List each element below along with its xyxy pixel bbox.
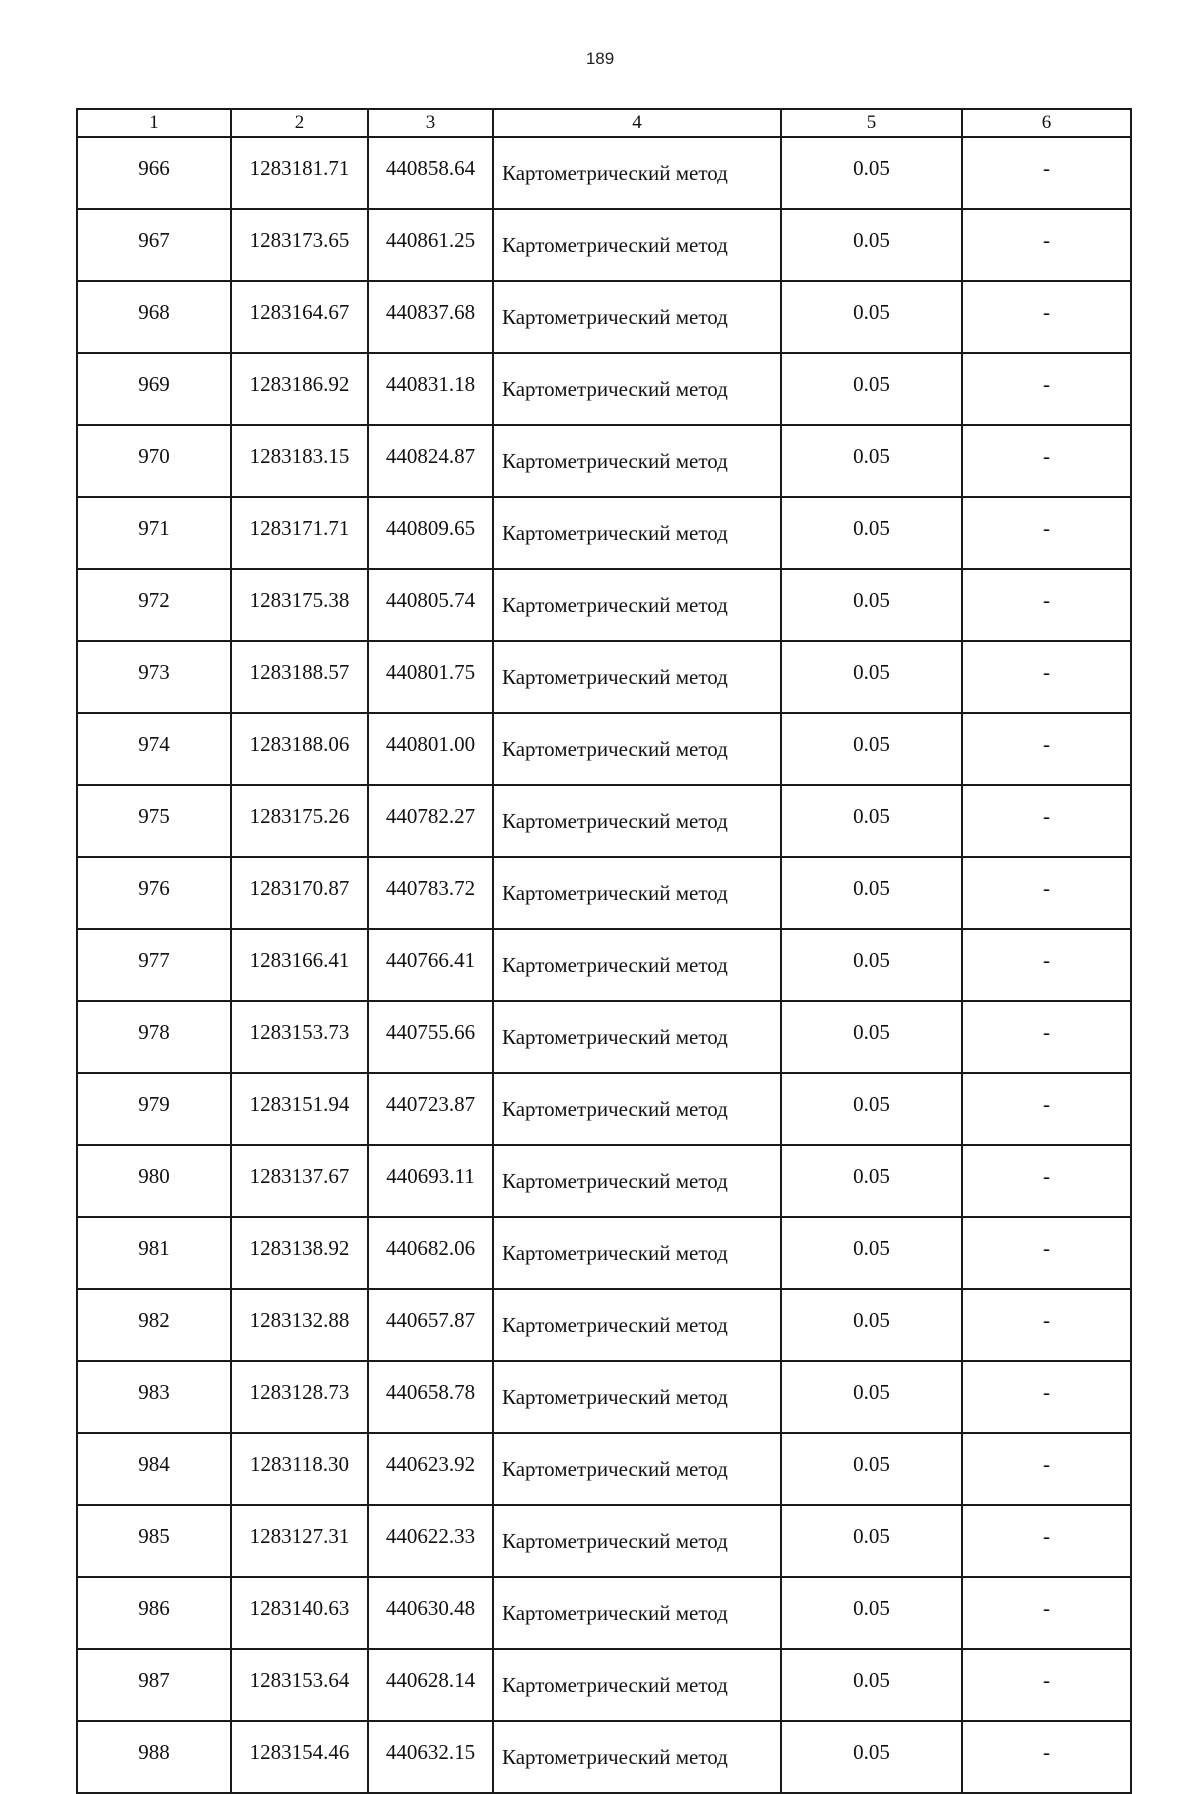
x-coordinate-cell: 1283128.73 (231, 1361, 368, 1433)
point-number-cell: 967 (77, 209, 231, 281)
method-cell: Картометрический метод (493, 137, 781, 209)
note-cell: - (962, 353, 1131, 425)
table-body (77, 137, 1131, 1793)
point-number-cell: 979 (77, 1073, 231, 1145)
y-coordinate-cell: 440628.14 (368, 1649, 493, 1721)
method-cell: Картометрический метод (493, 929, 781, 1001)
table-row (77, 1145, 1131, 1217)
x-coordinate-cell: 1283173.65 (231, 209, 368, 281)
y-coordinate-cell: 440630.48 (368, 1577, 493, 1649)
accuracy-cell: 0.05 (781, 209, 962, 281)
y-coordinate-cell: 440824.87 (368, 425, 493, 497)
table-row (77, 641, 1131, 713)
table-row (77, 281, 1131, 353)
accuracy-cell: 0.05 (781, 929, 962, 1001)
method-cell: Картометрический метод (493, 1361, 781, 1433)
column-header: 1 (77, 109, 231, 137)
method-cell: Картометрический метод (493, 1145, 781, 1217)
method-cell: Картометрический метод (493, 353, 781, 425)
note-cell: - (962, 857, 1131, 929)
point-number-cell: 983 (77, 1361, 231, 1433)
point-number-cell: 972 (77, 569, 231, 641)
method-cell: Картометрический метод (493, 497, 781, 569)
method-cell: Картометрический метод (493, 785, 781, 857)
accuracy-cell: 0.05 (781, 1001, 962, 1073)
table-row (77, 857, 1131, 929)
x-coordinate-cell: 1283151.94 (231, 1073, 368, 1145)
accuracy-cell: 0.05 (781, 785, 962, 857)
accuracy-cell: 0.05 (781, 1577, 962, 1649)
accuracy-cell: 0.05 (781, 1721, 962, 1793)
y-coordinate-cell: 440622.33 (368, 1505, 493, 1577)
y-coordinate-cell: 440632.15 (368, 1721, 493, 1793)
accuracy-cell: 0.05 (781, 641, 962, 713)
accuracy-cell: 0.05 (781, 1361, 962, 1433)
page-number: 189 (585, 49, 615, 68)
note-cell: - (962, 641, 1131, 713)
y-coordinate-cell: 440837.68 (368, 281, 493, 353)
note-cell: - (962, 713, 1131, 785)
note-cell: - (962, 1073, 1131, 1145)
method-cell: Картометрический метод (493, 1001, 781, 1073)
y-coordinate-cell: 440861.25 (368, 209, 493, 281)
table-row (77, 1577, 1131, 1649)
x-coordinate-cell: 1283154.46 (231, 1721, 368, 1793)
x-coordinate-cell: 1283171.71 (231, 497, 368, 569)
note-cell: - (962, 929, 1131, 1001)
method-cell: Картометрический метод (493, 425, 781, 497)
table-row (77, 785, 1131, 857)
accuracy-cell: 0.05 (781, 569, 962, 641)
accuracy-cell: 0.05 (781, 1073, 962, 1145)
x-coordinate-cell: 1283183.15 (231, 425, 368, 497)
note-cell: - (962, 1577, 1131, 1649)
point-number-cell: 978 (77, 1001, 231, 1073)
note-cell: - (962, 1433, 1131, 1505)
method-cell: Картометрический метод (493, 1433, 781, 1505)
x-coordinate-cell: 1283188.57 (231, 641, 368, 713)
y-coordinate-cell: 440805.74 (368, 569, 493, 641)
method-cell: Картометрический метод (493, 1649, 781, 1721)
point-number-cell: 987 (77, 1649, 231, 1721)
point-number-cell: 984 (77, 1433, 231, 1505)
accuracy-cell: 0.05 (781, 1505, 962, 1577)
point-number-cell: 980 (77, 1145, 231, 1217)
y-coordinate-cell: 440831.18 (368, 353, 493, 425)
point-number-cell: 982 (77, 1289, 231, 1361)
table-row (77, 569, 1131, 641)
y-coordinate-cell: 440658.78 (368, 1361, 493, 1433)
x-coordinate-cell: 1283166.41 (231, 929, 368, 1001)
point-number-cell: 981 (77, 1217, 231, 1289)
x-coordinate-cell: 1283132.88 (231, 1289, 368, 1361)
y-coordinate-cell: 440623.92 (368, 1433, 493, 1505)
y-coordinate-cell: 440782.27 (368, 785, 493, 857)
table-row (77, 353, 1131, 425)
note-cell: - (962, 209, 1131, 281)
note-cell: - (962, 425, 1131, 497)
x-coordinate-cell: 1283137.67 (231, 1145, 368, 1217)
note-cell: - (962, 1649, 1131, 1721)
method-cell: Картометрический метод (493, 1217, 781, 1289)
point-number-cell: 974 (77, 713, 231, 785)
method-cell: Картометрический метод (493, 713, 781, 785)
y-coordinate-cell: 440657.87 (368, 1289, 493, 1361)
x-coordinate-cell: 1283186.92 (231, 353, 368, 425)
accuracy-cell: 0.05 (781, 1145, 962, 1217)
y-coordinate-cell: 440723.87 (368, 1073, 493, 1145)
method-cell: Картометрический метод (493, 857, 781, 929)
y-coordinate-cell: 440801.00 (368, 713, 493, 785)
y-coordinate-cell: 440755.66 (368, 1001, 493, 1073)
note-cell: - (962, 785, 1131, 857)
accuracy-cell: 0.05 (781, 497, 962, 569)
table-row (77, 137, 1131, 209)
accuracy-cell: 0.05 (781, 1217, 962, 1289)
accuracy-cell: 0.05 (781, 137, 962, 209)
accuracy-cell: 0.05 (781, 1649, 962, 1721)
x-coordinate-cell: 1283138.92 (231, 1217, 368, 1289)
table-row (77, 1361, 1131, 1433)
note-cell: - (962, 1145, 1131, 1217)
note-cell: - (962, 569, 1131, 641)
method-cell: Картометрический метод (493, 1073, 781, 1145)
x-coordinate-cell: 1283164.67 (231, 281, 368, 353)
method-cell: Картометрический метод (493, 1577, 781, 1649)
method-cell: Картометрический метод (493, 1721, 781, 1793)
table-row (77, 497, 1131, 569)
x-coordinate-cell: 1283118.30 (231, 1433, 368, 1505)
y-coordinate-cell: 440682.06 (368, 1217, 493, 1289)
method-cell: Картометрический метод (493, 1505, 781, 1577)
accuracy-cell: 0.05 (781, 281, 962, 353)
column-header: 4 (493, 109, 781, 137)
point-number-cell: 985 (77, 1505, 231, 1577)
column-header: 5 (781, 109, 962, 137)
column-header: 6 (962, 109, 1131, 137)
table-row (77, 713, 1131, 785)
accuracy-cell: 0.05 (781, 857, 962, 929)
y-coordinate-cell: 440783.72 (368, 857, 493, 929)
note-cell: - (962, 1001, 1131, 1073)
point-number-cell: 968 (77, 281, 231, 353)
table-row (77, 1217, 1131, 1289)
note-cell: - (962, 281, 1131, 353)
x-coordinate-cell: 1283175.26 (231, 785, 368, 857)
accuracy-cell: 0.05 (781, 713, 962, 785)
table-row (77, 929, 1131, 1001)
note-cell: - (962, 137, 1131, 209)
y-coordinate-cell: 440693.11 (368, 1145, 493, 1217)
column-header: 3 (368, 109, 493, 137)
column-header: 2 (231, 109, 368, 137)
accuracy-cell: 0.05 (781, 1289, 962, 1361)
point-number-cell: 966 (77, 137, 231, 209)
table-row (77, 1001, 1131, 1073)
x-coordinate-cell: 1283175.38 (231, 569, 368, 641)
method-cell: Картометрический метод (493, 1289, 781, 1361)
point-number-cell: 969 (77, 353, 231, 425)
note-cell: - (962, 1361, 1131, 1433)
y-coordinate-cell: 440766.41 (368, 929, 493, 1001)
coordinates-table (76, 108, 1132, 1794)
table-row (77, 1073, 1131, 1145)
table-row (77, 1289, 1131, 1361)
x-coordinate-cell: 1283153.73 (231, 1001, 368, 1073)
point-number-cell: 970 (77, 425, 231, 497)
point-number-cell: 988 (77, 1721, 231, 1793)
y-coordinate-cell: 440809.65 (368, 497, 493, 569)
x-coordinate-cell: 1283181.71 (231, 137, 368, 209)
note-cell: - (962, 1217, 1131, 1289)
note-cell: - (962, 1289, 1131, 1361)
accuracy-cell: 0.05 (781, 425, 962, 497)
table-row (77, 209, 1131, 281)
point-number-cell: 971 (77, 497, 231, 569)
x-coordinate-cell: 1283170.87 (231, 857, 368, 929)
table-row (77, 425, 1131, 497)
y-coordinate-cell: 440801.75 (368, 641, 493, 713)
point-number-cell: 975 (77, 785, 231, 857)
table-row (77, 1433, 1131, 1505)
method-cell: Картометрический метод (493, 209, 781, 281)
note-cell: - (962, 1721, 1131, 1793)
point-number-cell: 976 (77, 857, 231, 929)
point-number-cell: 977 (77, 929, 231, 1001)
table-row (77, 1721, 1131, 1793)
point-number-cell: 973 (77, 641, 231, 713)
table-row (77, 1505, 1131, 1577)
x-coordinate-cell: 1283140.63 (231, 1577, 368, 1649)
x-coordinate-cell: 1283188.06 (231, 713, 368, 785)
x-coordinate-cell: 1283127.31 (231, 1505, 368, 1577)
method-cell: Картометрический метод (493, 641, 781, 713)
table-row (77, 1649, 1131, 1721)
accuracy-cell: 0.05 (781, 1433, 962, 1505)
note-cell: - (962, 1505, 1131, 1577)
note-cell: - (962, 497, 1131, 569)
table-header-row (77, 109, 1131, 137)
x-coordinate-cell: 1283153.64 (231, 1649, 368, 1721)
y-coordinate-cell: 440858.64 (368, 137, 493, 209)
method-cell: Картометрический метод (493, 569, 781, 641)
accuracy-cell: 0.05 (781, 353, 962, 425)
point-number-cell: 986 (77, 1577, 231, 1649)
method-cell: Картометрический метод (493, 281, 781, 353)
